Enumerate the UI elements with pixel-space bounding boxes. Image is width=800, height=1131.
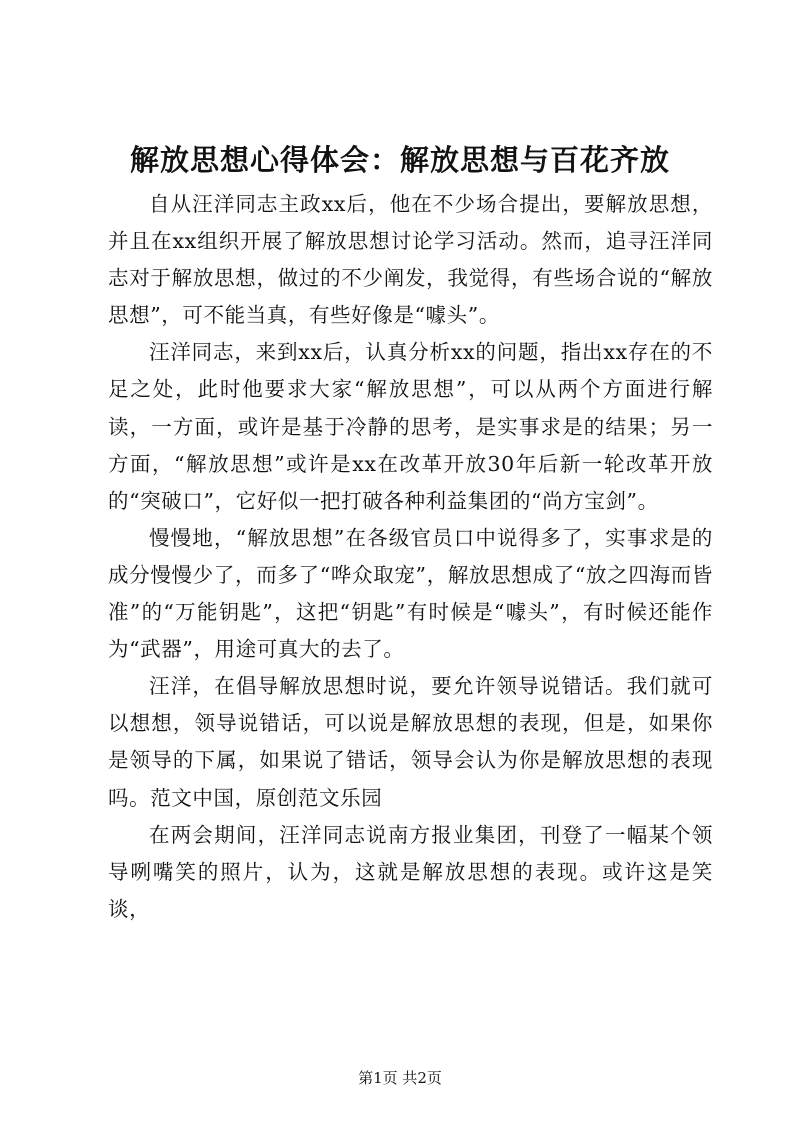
paragraph-1: 自从汪洋同志主政xx后，他在不少场合提出，要解放思想，并且在xx组织开展了解放思想讨论学习活动。然而，追寻汪洋同志对于解放思想，做过的不少阐发，我觉得，有些场合说的“解放思想”，可不能当真，有些好像是“噱头”。 (108, 192, 713, 328)
document-body (108, 186, 713, 928)
page-number-footer: 第1页 共2页 (358, 1069, 442, 1087)
paragraph-5: 在两会期间，汪洋同志说南方报业集团，刊登了一幅某个领导咧嘴笑的照片，认为，这就是解放思想的表现。或许这是笑谈， (108, 822, 713, 921)
paragraph-4: 汪洋，在倡导解放思想时说，要允许领导说错话。我们就可以想想，领导说错话，可以说是解放思想的表现，但是，如果你是领导的下属，如果说了错话，领导会认为你是解放思想的表现吗。范文中国，原创范文乐园 (108, 674, 713, 810)
document-title: 解放思想心得体会：解放思想与百花齐放 (129, 143, 670, 177)
paragraph-2: 汪洋同志，来到xx后，认真分析xx的问题，指出xx存在的不足之处，此时他要求大家“解放思想”，可以从两个方面进行解读，一方面，或许是基于冷静的思考，是实事求是的结果；另一方面，“解放思想”或许是xx在改革开放30年后新一轮改革开放的“突破口”，它好似一把打破各种利益集团的“尚方宝剑”。 (108, 340, 713, 513)
paragraph-3: 慢慢地，“解放思想”在各级官员口中说得多了，实事求是的成分慢慢少了，而多了“哗众取宠”，解放思想成了“放之四海而皆准”的“万能钥匙”，这把“钥匙”有时候是“噱头”，有时候还能作为“武器”，用途可真大的去了。 (108, 525, 713, 662)
